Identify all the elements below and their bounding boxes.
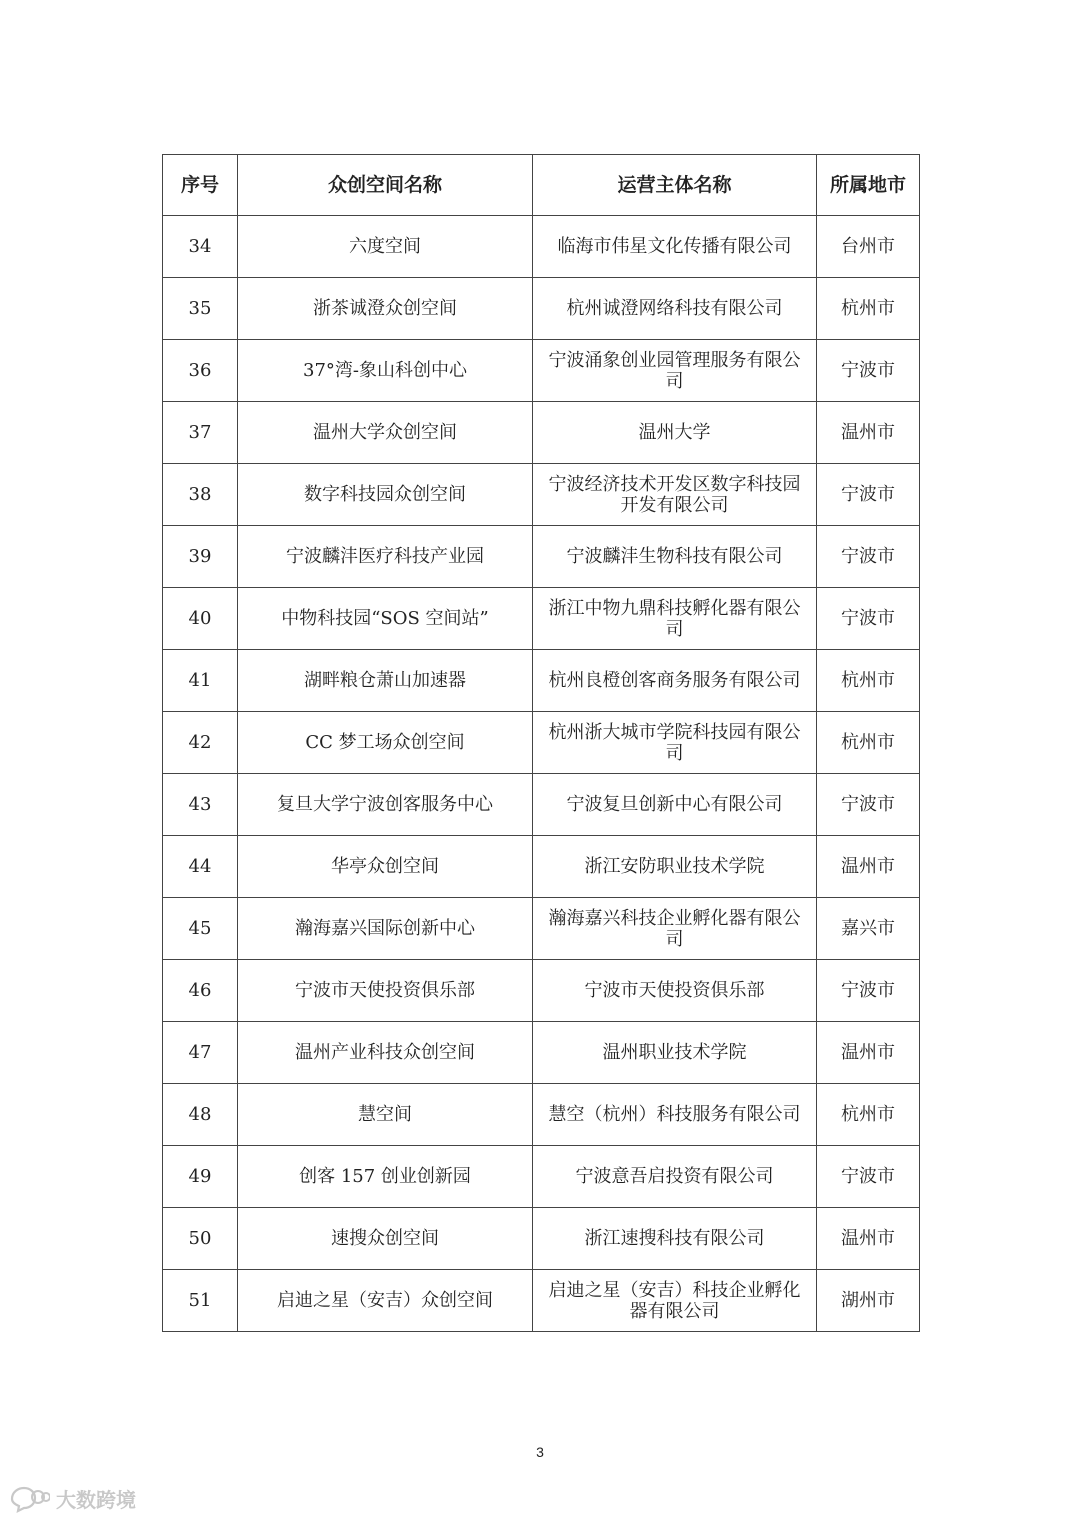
speech-bubble-logo-icon: [8, 1485, 50, 1513]
cell-no: 40: [163, 588, 238, 650]
cell-operator-name: 浙江安防职业技术学院: [533, 836, 817, 898]
table-row: [163, 278, 920, 340]
cell-city: 宁波市: [817, 774, 920, 836]
cell-space-name: CC 梦工场众创空间: [238, 712, 533, 774]
cell-city: 杭州市: [817, 1084, 920, 1146]
cell-no: 41: [163, 650, 238, 712]
cell-operator-name: 启迪之星（安吉）科技企业孵化器有限公司: [533, 1270, 817, 1332]
cell-operator-name: 浙江中物九鼎科技孵化器有限公司: [533, 588, 817, 650]
cell-space-name: 温州产业科技众创空间: [238, 1022, 533, 1084]
cell-no: 46: [163, 960, 238, 1022]
cell-space-name: 慧空间: [238, 1084, 533, 1146]
cell-space-name: 启迪之星（安吉）众创空间: [238, 1270, 533, 1332]
cell-no: 45: [163, 898, 238, 960]
table-row: [163, 650, 920, 712]
table-row: [163, 1022, 920, 1084]
table-row: [163, 588, 920, 650]
cell-space-name: 宁波麟沣医疗科技产业园: [238, 526, 533, 588]
cell-no: 35: [163, 278, 238, 340]
cell-city: 宁波市: [817, 340, 920, 402]
header-space-name: 众创空间名称: [238, 155, 533, 216]
cell-city: 宁波市: [817, 588, 920, 650]
cell-city: 台州市: [817, 216, 920, 278]
cell-operator-name: 宁波意吾启投资有限公司: [533, 1146, 817, 1208]
cell-city: 杭州市: [817, 712, 920, 774]
cell-city: 宁波市: [817, 1146, 920, 1208]
cell-no: 47: [163, 1022, 238, 1084]
cell-no: 43: [163, 774, 238, 836]
cell-city: 温州市: [817, 836, 920, 898]
table-row: [163, 526, 920, 588]
table-row: [163, 1084, 920, 1146]
cell-space-name: 温州大学众创空间: [238, 402, 533, 464]
cell-space-name: 速搜众创空间: [238, 1208, 533, 1270]
table-row: [163, 464, 920, 526]
cell-space-name: 湖畔粮仓萧山加速器: [238, 650, 533, 712]
table-header-row: [163, 155, 920, 216]
page-number: 3: [536, 1444, 544, 1460]
cell-no: 38: [163, 464, 238, 526]
cell-operator-name: 临海市伟星文化传播有限公司: [533, 216, 817, 278]
watermark-text: 大数跨境: [56, 1488, 136, 1512]
cell-city: 宁波市: [817, 960, 920, 1022]
cell-space-name: 中物科技园“SOS 空间站”: [238, 588, 533, 650]
cell-operator-name: 杭州浙大城市学院科技园有限公司: [533, 712, 817, 774]
cell-operator-name: 宁波经济技术开发区数字科技园开发有限公司: [533, 464, 817, 526]
cell-no: 51: [163, 1270, 238, 1332]
cell-operator-name: 瀚海嘉兴科技企业孵化器有限公司: [533, 898, 817, 960]
cell-operator-name: 宁波市天使投资俱乐部: [533, 960, 817, 1022]
table-row: [163, 836, 920, 898]
cell-no: 42: [163, 712, 238, 774]
cell-no: 44: [163, 836, 238, 898]
header-city: 所属地市: [817, 155, 920, 216]
cell-space-name: 浙茶诚澄众创空间: [238, 278, 533, 340]
table-row: [163, 402, 920, 464]
cell-city: 温州市: [817, 402, 920, 464]
table-row: [163, 960, 920, 1022]
cell-operator-name: 浙江速搜科技有限公司: [533, 1208, 817, 1270]
cell-city: 温州市: [817, 1208, 920, 1270]
table-row: [163, 216, 920, 278]
cell-no: 39: [163, 526, 238, 588]
cell-operator-name: 宁波麟沣生物科技有限公司: [533, 526, 817, 588]
cell-space-name: 宁波市天使投资俱乐部: [238, 960, 533, 1022]
cell-no: 48: [163, 1084, 238, 1146]
cell-operator-name: 温州大学: [533, 402, 817, 464]
cell-space-name: 六度空间: [238, 216, 533, 278]
cell-space-name: 数字科技园众创空间: [238, 464, 533, 526]
cell-operator-name: 宁波复旦创新中心有限公司: [533, 774, 817, 836]
cell-operator-name: 慧空（杭州）科技服务有限公司: [533, 1084, 817, 1146]
watermark: [8, 1484, 136, 1513]
table-row: [163, 712, 920, 774]
cell-space-name: 华亭众创空间: [238, 836, 533, 898]
cell-no: 36: [163, 340, 238, 402]
cell-space-name: 37°湾-象山科创中心: [238, 340, 533, 402]
table-row: [163, 898, 920, 960]
header-operator-name: 运营主体名称: [533, 155, 817, 216]
cell-space-name: 复旦大学宁波创客服务中心: [238, 774, 533, 836]
cell-no: 37: [163, 402, 238, 464]
table-row: [163, 774, 920, 836]
table-row: [163, 1270, 920, 1332]
table-row: [163, 340, 920, 402]
cell-no: 34: [163, 216, 238, 278]
cell-operator-name: 温州职业技术学院: [533, 1022, 817, 1084]
cell-city: 嘉兴市: [817, 898, 920, 960]
cell-city: 杭州市: [817, 650, 920, 712]
cell-city: 宁波市: [817, 526, 920, 588]
space-list-table: [162, 154, 920, 1332]
cell-city: 湖州市: [817, 1270, 920, 1332]
cell-operator-name: 杭州良橙创客商务服务有限公司: [533, 650, 817, 712]
header-no: 序号: [163, 155, 238, 216]
cell-operator-name: 杭州诚澄网络科技有限公司: [533, 278, 817, 340]
cell-space-name: 瀚海嘉兴国际创新中心: [238, 898, 533, 960]
cell-operator-name: 宁波涌象创业园管理服务有限公司: [533, 340, 817, 402]
table-row: [163, 1208, 920, 1270]
table-row: [163, 1146, 920, 1208]
cell-no: 49: [163, 1146, 238, 1208]
cell-city: 温州市: [817, 1022, 920, 1084]
cell-space-name: 创客 157 创业创新园: [238, 1146, 533, 1208]
cell-city: 宁波市: [817, 464, 920, 526]
cell-city: 杭州市: [817, 278, 920, 340]
cell-no: 50: [163, 1208, 238, 1270]
